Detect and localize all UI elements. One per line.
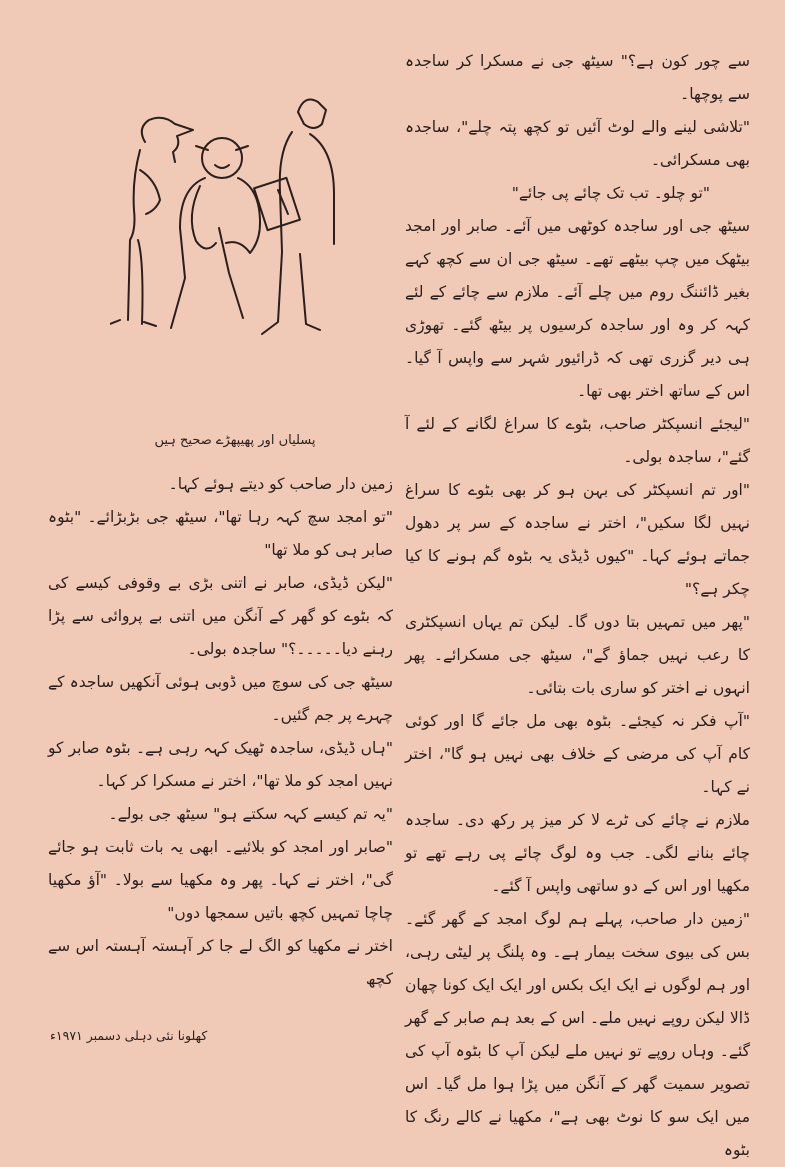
paragraph: "تلاشی لینے والے لوٹ آئیں تو کچھ پتہ چلے"، ساجدہ بھی مسکرائی۔ xyxy=(405,118,750,169)
paragraph: "تو چلو۔ تب تک چائے پی جائے" xyxy=(511,184,710,202)
paragraph: سیٹھ جی کی سوچ میں ڈوبی ہوئی آنکھیں ساجدہ کے چہرے پر جم گئیں۔ xyxy=(48,673,393,724)
paragraph: "لیکن ڈیڈی، صابر نے اتنی بڑی بے وقوفی کیسے کی کہ بٹوے کو گھر کے آنگن میں اتنی بے پروائی سے پڑا رہنے دیا۔۔۔۔۔؟" ساجدہ بولی۔ xyxy=(48,574,393,658)
page-footer: کھلونا نئی دہلی دسمبر ۱۹۷۱ء xyxy=(50,1028,208,1043)
paragraph: "یہ تم کیسے کہہ سکتے ہو" سیٹھ جی بولے۔ xyxy=(108,805,393,823)
paragraph: "اور تم انسپکٹر کی بہن ہو کر بھی بٹوے کا سراغ نہیں لگا سکیں"، اختر نے ساجدہ کے سر پر دھول جماتے ہوئے کہا۔ "کیوں ڈیڈی یہ بٹوہ گم ہونے کا کیا چکر ہے؟" xyxy=(405,481,750,598)
paragraph: سے چور کون ہے؟" سیٹھ جی نے مسکرا کر ساجدہ سے پوچھا۔ xyxy=(405,52,750,103)
paragraph: سیٹھ جی اور ساجدہ کوٹھی میں آئے۔ صابر اور امجد بیٹھک میں چپ بیٹھے تھے۔ سیٹھ جی ان سے کچھ کہے بغیر ڈائننگ روم میں چلے آئے۔ ملازم سے چائے کے لئے کہہ کر وہ اور ساجدہ کرسیوں پر بیٹھ گئے۔ تھوڑی ہی دیر گزری تھی کہ ڈرائیور شہر سے واپس آ گیا۔ اس کے ساتھ اختر بھی تھا۔ xyxy=(405,217,750,400)
paragraph: "ہاں ڈیڈی، ساجدہ ٹھیک کہہ رہی ہے۔ بٹوہ صابر کو نہیں امجد کو ملا تھا"، اختر نے مسکرا کر کہا۔ xyxy=(48,739,393,790)
paragraph: زمین دار صاحب کو دیتے ہوئے کہا۔ xyxy=(168,475,393,493)
paragraph: ملازم نے چائے کی ٹرے لا کر میز پر رکھ دی۔ ساجدہ چائے بنانے لگی۔ جب وہ لوگ چائے پی رہے تھے تو مکھیا اور اس کے دو ساتھی واپس آ گئے۔ xyxy=(405,811,750,895)
right-text-column xyxy=(405,45,750,1167)
paragraph: "پھر میں تمہیں بتا دوں گا۔ لیکن تم یہاں انسپکٹری کا رعب نہیں جماؤ گے"، سیٹھ جی مسکرائے۔ پھر انہوں نے اختر کو ساری بات بتائی۔ xyxy=(405,613,750,697)
illustration-caption: پسلیاں اور پھیپھڑے صحیح ہیں xyxy=(154,433,316,448)
left-text-column xyxy=(48,468,393,996)
cartoon-illustration xyxy=(110,90,365,370)
paragraph: "آپ فکر نہ کیجئے۔ بٹوہ بھی مل جائے گا اور کوئی کام آپ کی مرضی کے خلاف بھی نہیں ہو گا"، اختر نے کہا۔ xyxy=(405,712,750,796)
paragraph: "تو امجد سچ کہہ رہا تھا"، سیٹھ جی بڑبڑائے۔ "بٹوہ صابر ہی کو ملا تھا" xyxy=(48,508,393,559)
paragraph: "صابر اور امجد کو بلائیے۔ ابھی یہ بات ثابت ہو جائے گی"، اختر نے کہا۔ پھر وہ مکھیا سے بولا۔ "آؤ مکھیا چاچا تمہیں کچھ باتیں سمجھا دوں" xyxy=(48,838,393,922)
paragraph: "زمین دار صاحب، پہلے ہم لوگ امجد کے گھر گئے۔ بس کی بیوی سخت بیمار ہے۔ وہ پلنگ پر لیٹی رہی، اور ہم لوگوں نے ایک ایک بکس اور ایک ایک کونا چھان ڈالا لیکن روپے نہیں ملے۔ اس کے بعد ہم صابر کے گھر گئے۔ وہاں روپے تو نہیں ملے لیکن آپ کا بٹوہ آپ کی تصویر سمیت گھر کے آنگن میں پڑا ہوا مل گیا۔ اس میں ایک سو کا نوٹ بھی ہے"، مکھیا نے کالے رنگ کا بٹوہ xyxy=(405,910,750,1159)
paragraph: اختر نے مکھیا کو الگ لے جا کر آہستہ آہستہ اس سے کچھ xyxy=(48,937,393,988)
paragraph: "لیجئے انسپکٹر صاحب، بٹوے کا سراغ لگانے کے لئے آ گئے"، ساجدہ بولی۔ xyxy=(405,415,750,466)
